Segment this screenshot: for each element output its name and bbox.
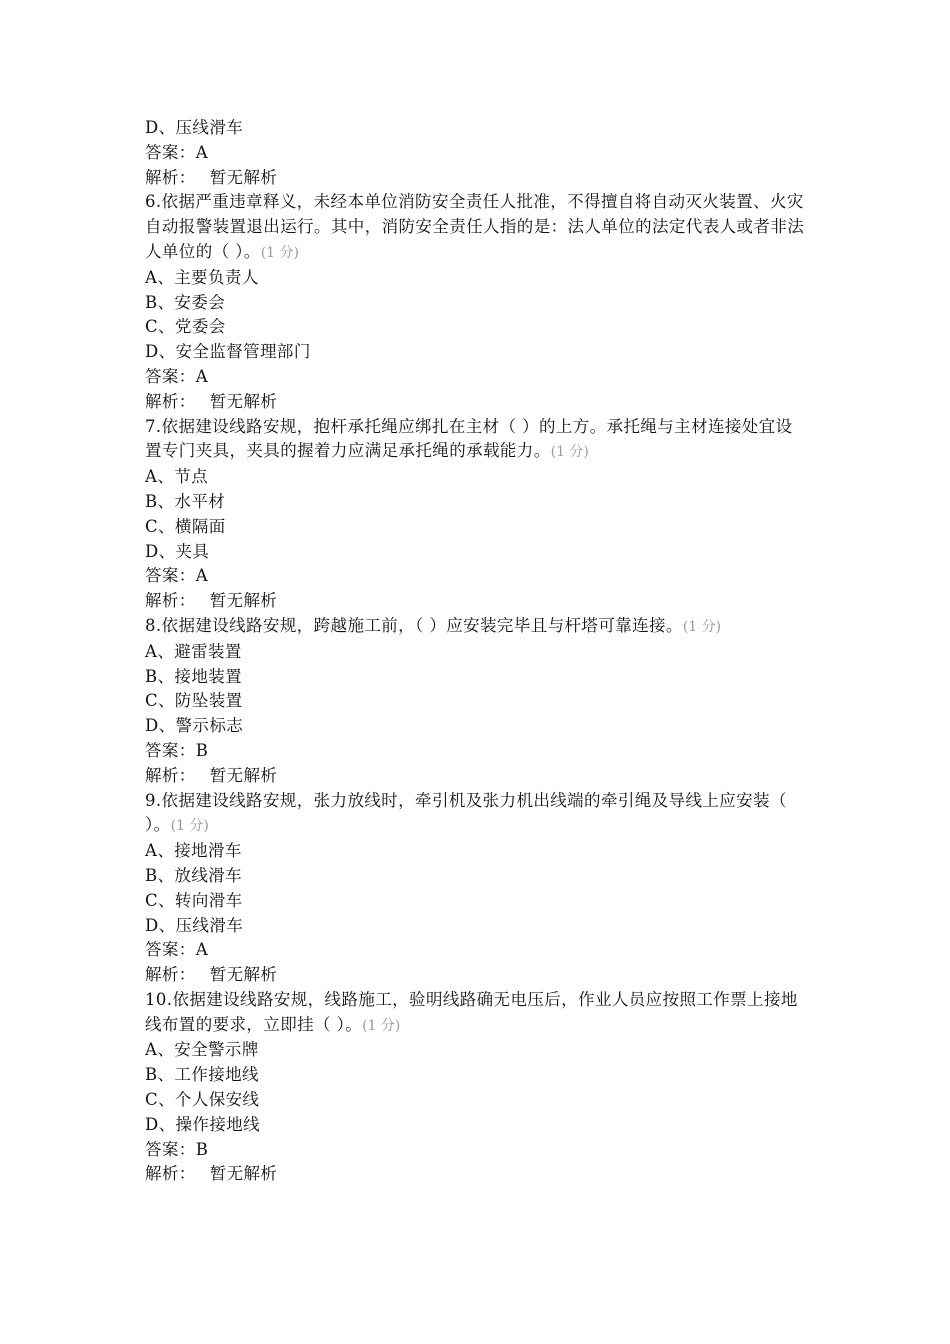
option-a: A、安全警示牌	[145, 1040, 259, 1060]
option-b: B、水平材	[145, 491, 226, 511]
question-score: (1 分)	[170, 818, 209, 835]
option-a: A、主要负责人	[145, 267, 259, 287]
option-b: B、接地装置	[145, 666, 243, 686]
analysis	[145, 589, 809, 614]
question-stem: 8.依据建设线路安规，跨越施工前，（ ）应安装完毕且与杆塔可靠连接。(1 分)	[145, 615, 722, 635]
analysis-label: 解析：	[145, 591, 196, 611]
analysis-label: 解析：	[145, 391, 196, 411]
analysis-text: 暂无解析	[209, 1164, 278, 1184]
question-7	[145, 415, 809, 614]
option-b: B、安委会	[145, 292, 226, 312]
option-d: D、压线滑车	[145, 915, 244, 935]
question-stem: 9.依据建设线路安规，张力放线时，牵引机及张力机出线端的牵引绳及导线上应安装（ ）。(1 分)	[145, 790, 793, 835]
option-d: D、夹具	[145, 541, 210, 561]
answer: 答案：A	[145, 566, 209, 586]
document-page	[145, 116, 809, 1187]
answer: 答案：A	[145, 366, 209, 386]
question-score: (1 分)	[260, 244, 299, 261]
option-c: C、个人保安线	[145, 1090, 260, 1110]
question-10	[145, 988, 809, 1187]
option-d: D、警示标志	[145, 716, 244, 736]
analysis-text: 暂无解析	[209, 167, 278, 187]
analysis	[145, 1162, 809, 1187]
option-a: A、接地滑车	[145, 841, 242, 861]
analysis-label: 解析：	[145, 965, 196, 985]
option-c: C、横隔面	[145, 516, 226, 536]
analysis	[145, 963, 809, 988]
question-score: (1 分)	[682, 618, 722, 635]
analysis-previous	[145, 166, 809, 191]
option-c: C、转向滑车	[145, 890, 243, 910]
question-stem: 7.依据建设线路安规，抱杆承托绳应绑扎在主材（ ）的上方。承托绳与主材连接处宜设置专门夹具，夹具的握着力应满足承托绳的承载能力。(1 分)	[145, 416, 793, 461]
question-6	[145, 190, 809, 414]
question-9	[145, 789, 809, 988]
option-d: D、操作接地线	[145, 1114, 261, 1134]
question-8	[145, 614, 809, 789]
analysis-label: 解析：	[145, 167, 196, 187]
option-d-previous: D、压线滑车	[145, 118, 244, 137]
analysis	[145, 390, 809, 415]
option-c: C、党委会	[145, 317, 226, 337]
analysis-text: 暂无解析	[209, 965, 278, 985]
question-score: (1 分)	[362, 1017, 401, 1034]
analysis-text: 暂无解析	[209, 391, 278, 411]
option-b: B、工作接地线	[145, 1065, 259, 1085]
option-a: A、避雷装置	[145, 641, 242, 661]
option-c: C、防坠装置	[145, 691, 243, 711]
analysis-label: 解析：	[145, 765, 196, 785]
option-b: B、放线滑车	[145, 865, 243, 885]
answer-previous: 答案：A	[145, 142, 209, 162]
question-stem: 10.依据建设线路安规，线路施工，验明线路确无电压后，作业人员应按照工作票上接地线布置的要求，立即挂（ ）。(1 分)	[145, 989, 798, 1034]
analysis-text: 暂无解析	[209, 591, 278, 611]
answer: 答案：B	[145, 1139, 209, 1159]
answer: 答案：B	[145, 740, 209, 760]
question-stem: 6.依据严重违章释义，未经本单位消防安全责任人批准，不得擅自将自动灭火装置、火灾自动报警装置退出运行。其中，消防安全责任人指的是：法人单位的法定代表人或者非法人单位的（ ）。(1 分)	[145, 192, 805, 261]
analysis-text: 暂无解析	[209, 765, 278, 785]
option-d: D、安全监督管理部门	[145, 342, 311, 362]
question-score: (1 分)	[550, 444, 589, 461]
option-a: A、节点	[145, 467, 209, 487]
analysis-label: 解析：	[145, 1164, 196, 1184]
analysis	[145, 764, 809, 789]
answer: 答案：A	[145, 940, 209, 960]
